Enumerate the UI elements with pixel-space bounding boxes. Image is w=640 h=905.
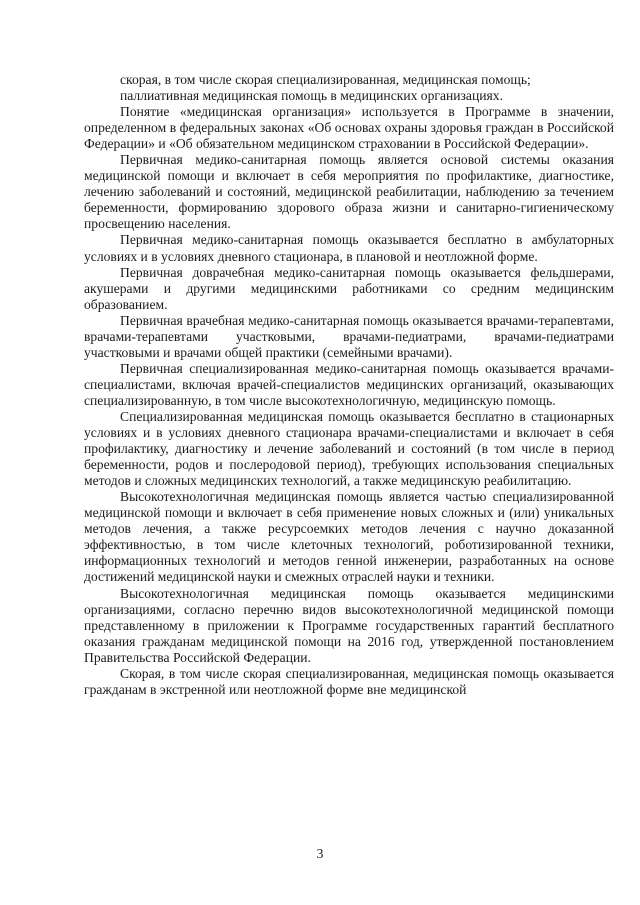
paragraph-high-tech-care-providers: Высокотехнологичная медицинская помощь оказывается медицинскими организациями, согласно перечню видов высокотехнологичной медицинской помощи представленному в приложении к Программе государственных гарантий бесплатного оказания гражданам медицинской помощи на 2016 год, утвержденной постановлением Правительства Российской Федерации. bbox=[84, 585, 614, 665]
paragraph-doctor-care: Первичная врачебная медико-санитарная помощь оказывается врачами-терапевтами, врачами-терапевтами участковыми, врачами-педиатрами, врачами-педиатрами участковыми и врачами общей практики (семейными врачами). bbox=[84, 312, 614, 360]
paragraph-primary-care: Первичная медико-санитарная помощь является основой системы оказания медицинской помощи и включает в себя мероприятия по профилактике, диагностике, лечению заболеваний и состояний, медицинской реабилитации, наблюдению за течением беременности, формированию здорового образа жизни и санитарно-гигиеническому просвещению населения. bbox=[84, 152, 614, 232]
paragraph-medical-organization-definition: Понятие «медицинская организация» используется в Программе в значении, определенном в федеральных законах «Об основах охраны здоровья граждан в Российской Федерации» и «Об обязательном медицинском страховании в Российской Федерации». bbox=[84, 104, 614, 152]
body-text bbox=[84, 72, 614, 698]
paragraph-primary-care-conditions: Первичная медико-санитарная помощь оказывается бесплатно в амбулаторных условиях и в условиях дневного стационара, в плановой и неотложной форме. bbox=[84, 232, 614, 264]
page-number: 3 bbox=[316, 846, 324, 861]
list-item-palliative-care: паллиативная медицинская помощь в медицинских организациях. bbox=[120, 88, 503, 104]
paragraph-high-tech-care: Высокотехнологичная медицинская помощь является частью специализированной медицинской помощи и включает в себя применение новых сложных и (или) уникальных методов лечения, а также ресурсоемких методов лечения с научно доказанной эффективностью, в том числе клеточных технологий, роботизированной техники, информационных технологий и методов генной инженерии, разработанных на основе достижений медицинской науки и смежных отраслей науки и техники. bbox=[84, 489, 614, 585]
list-item-emergency-care: скорая, в том числе скорая специализированная, медицинская помощь; bbox=[120, 72, 531, 87]
paragraph-specialized-care: Специализированная медицинская помощь оказывается бесплатно в стационарных условиях и в условиях дневного стационара врачами-специалистами и включает в себя профилактику, диагностику и лечение заболеваний и состояний (в том числе в период беременности, родов и послеродовой период), требующих использования специальных методов и сложных медицинских технологий, а также медицинскую реабилитацию. bbox=[84, 408, 614, 489]
paragraph-emergency-care: Скорая, в том числе скорая специализированная, медицинская помощь оказывается гражданам в экстренной или неотложной форме вне медицинской bbox=[84, 665, 614, 697]
paragraph-pre-doctor-care: Первичная доврачебная медико-санитарная помощь оказывается фельдшерами, акушерами и другими медицинскими работниками со средним медицинским образованием. bbox=[84, 264, 614, 312]
paragraph-specialized-primary-care: Первичная специализированная медико-санитарная помощь оказывается врачами-специалистами, включая врачей-специалистов медицинских организаций, оказывающих специализированную, в том числе высокотехнологичную, медицинскую помощь. bbox=[84, 360, 614, 408]
